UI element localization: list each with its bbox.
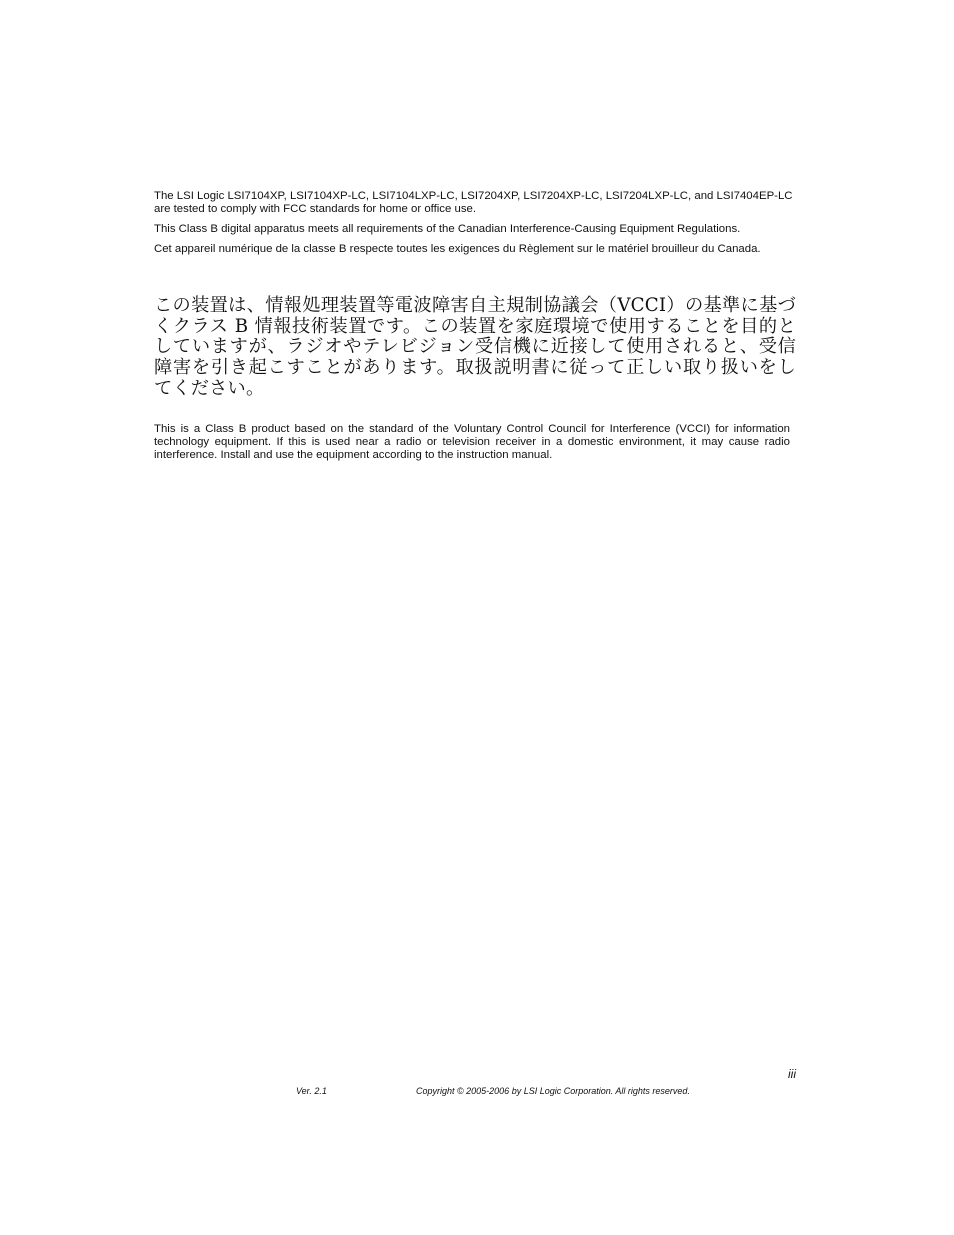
vcci-english-paragraph: This is a Class B product based on the standard of the Voluntary Control Council for Interference (VCCI) for information technology equipment. If this is used near a radio or television receiver in a domestic environment, it may cause radio interference. Install and use the equipment according to the instruction manual. — [154, 423, 790, 461]
page-number: iii — [788, 1067, 796, 1081]
footer-version: Ver. 2.1 — [296, 1086, 327, 1096]
canada-compliance-paragraph: This Class B digital apparatus meets all requirements of the Canadian Interference-Causing Equipment Regulations. — [154, 223, 741, 235]
footer-copyright: Copyright © 2005-2006 by LSI Logic Corporation. All rights reserved. — [416, 1086, 690, 1096]
fcc-compliance-paragraph: The LSI Logic LSI7104XP, LSI7104XP-LC, LSI7104LXP-LC, LSI7204XP, LSI7204XP-LC, LSI7204LXP-LC, and LSI7404EP-LC are tested to comply with FCC standards for home or office use. — [154, 190, 793, 215]
vcci-japanese-paragraph: この装置は、情報処理装置等電波障害自主規制協議会（VCCI）の基準に基づくクラス B 情報技術装置です。この装置を家庭環境で使用することを目的としていますが、ラジオやテレビジョン受信機に近接して使用されると、受信障害を引き起こすことがあります。取扱説明書に従って正しい取り扱いをしてください。 — [154, 295, 796, 399]
canada-compliance-french-paragraph: Cet appareil numérique de la classe B respecte toutes les exigences du Règlement sur le matériel brouilleur du Canada. — [154, 243, 761, 255]
